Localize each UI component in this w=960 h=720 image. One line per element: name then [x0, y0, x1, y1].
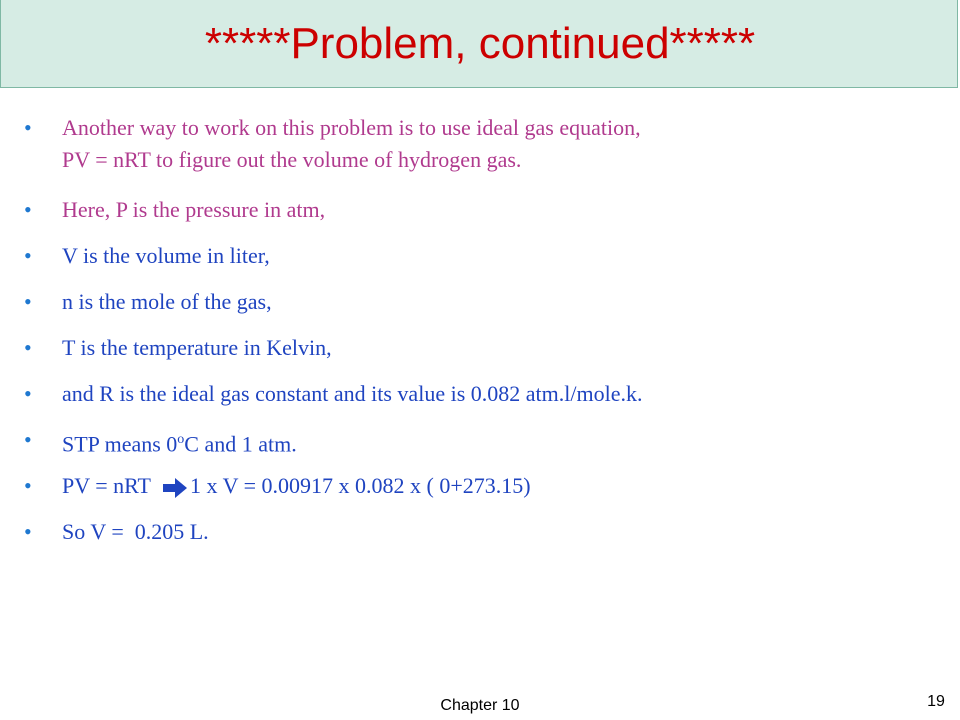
- stp-text-end: C and 1 atm.: [184, 431, 297, 457]
- bullet-glyph: •: [24, 197, 32, 222]
- bullet-glyph: •: [24, 335, 32, 360]
- bullet-line: PV = nRT to figure out the volume of hydrogen gas.: [62, 147, 522, 172]
- bullet-text: and R is the ideal gas constant and its value is 0.082 atm.l/mole.k.: [62, 381, 643, 406]
- right-arrow-icon: [162, 476, 188, 508]
- bullet-glyph: •: [24, 427, 32, 452]
- degree-superscript: o: [177, 432, 185, 447]
- slide-title: *****Problem, continued*****: [204, 19, 756, 68]
- calc-substitution: 1 x V = 0.00917 x 0.082 x ( 0+273.15): [190, 473, 531, 498]
- calc-equation: PV = nRT: [62, 473, 157, 498]
- bullet-text: So V = 0.205 L.: [62, 519, 209, 544]
- bullet-glyph: •: [24, 115, 32, 140]
- bullet-text: [62, 470, 942, 502]
- bullet-text: n is the mole of the gas,: [62, 289, 272, 314]
- stp-text-start: STP means 0: [62, 431, 178, 457]
- bullet-glyph: •: [24, 381, 32, 406]
- bullet-glyph: •: [24, 289, 32, 314]
- bullet-text: [62, 112, 942, 176]
- footer-chapter: Chapter 10: [440, 697, 520, 714]
- bullet-text: [62, 424, 942, 460]
- bullet-text: V is the volume in liter,: [62, 243, 270, 268]
- bullet-line: Another way to work on this problem is to use ideal gas equation,: [62, 115, 641, 140]
- bullet-glyph: •: [24, 519, 32, 544]
- bullet-glyph: •: [24, 473, 32, 498]
- page-number: 19: [927, 693, 945, 710]
- bullet-text: T is the temperature in Kelvin,: [62, 335, 332, 360]
- bullet-text: Here, P is the pressure in atm,: [62, 197, 326, 222]
- bullet-glyph: •: [24, 243, 32, 268]
